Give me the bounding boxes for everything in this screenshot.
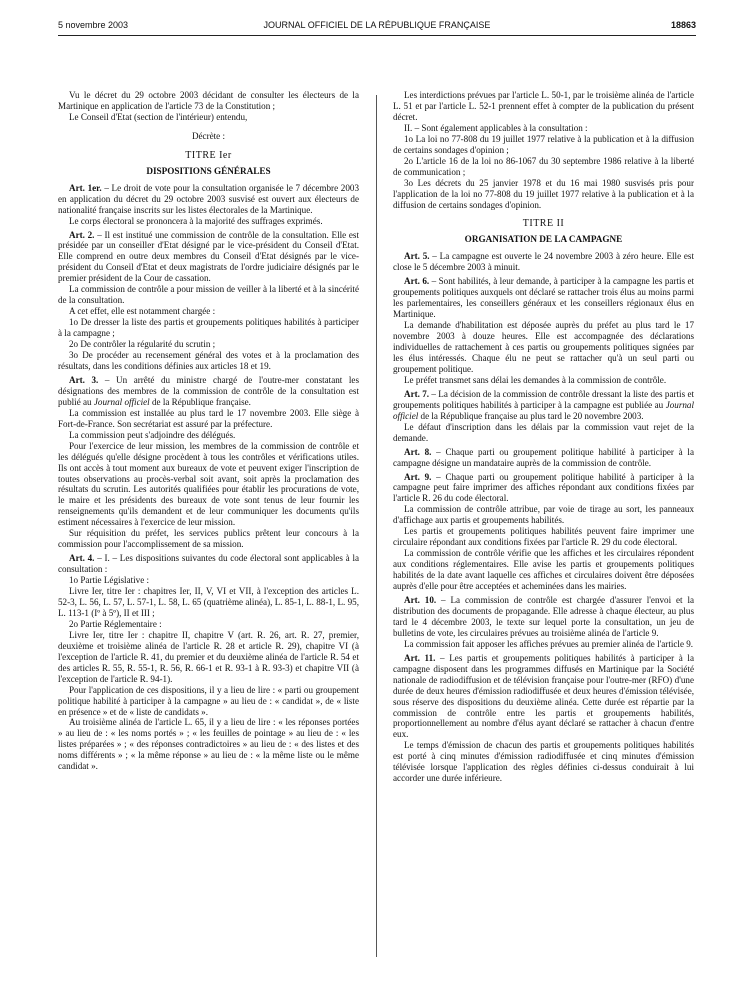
article-text: – I. – Les dispositions suivantes du code électoral sont applicables à la consultation :	[58, 553, 360, 575]
article-text: – Les partis et groupements politiques habilités à participer à la campagne disposent dans les programmes diffusés en Martinique par la Société nationale de radiodiffusion et de télévision française pour l'outre-mer (RFO) d'une durée de deux heures d'émission radiodiffusée et deux heures d'émission télévisée, sous réserve des dispositions du deuxième alinéa. Cette durée est répartie par la commission de contrôle entre les partis et groupements habilités, proportionnellement au nombre d'élus ayant déclaré se rattacher à chacun d'entre eux.	[393, 652, 694, 740]
paragraph: La commission de contrôle a pour mission de veiller à la liberté et à la sincérité de la consultation.	[58, 284, 359, 306]
column-divider	[376, 95, 377, 957]
article-label: Art. 4.	[69, 553, 95, 564]
paragraph: La commission de contrôle vérifie que les affiches et les circulaires répondent aux conditions réglementaires. Elle avise les partis et groupements politiques habilités de la date avant laquelle ces affiches et circulaires doivent être déposées auprès d'elle pour être acceptées et acheminées dans les mairies.	[393, 548, 694, 592]
titre-2-heading: ORGANISATION DE LA CAMPAGNE	[464, 234, 623, 245]
paragraph: Livre Ier, titre Ier : chapitres Ier, II, V, VI et VII, à l'exception des articles L. 52-3, L. 56, L. 57, L. 57-1, L. 58, L. 65 (quatrième alinéa), L. 85-1, L. 88-1, L. 95, L. 113-1 (Iº à 5º), II et III ;	[58, 586, 359, 618]
article-label: Art. 6.	[404, 276, 430, 287]
article-text: – Il est institué une commission de contrôle de la consultation. Elle est présidée par un conseiller d'Etat désigné par le vice-président du Conseil d'Etat. Elle comprend en outre deux membres du Conseil d'Etat désignés par le vice-président du Conseil d'Etat et deux magistrats de l'ordre judiciaire désignés par le premier président de la Cour de cassation.	[58, 229, 360, 284]
paragraph: Le préfet transmet sans délai les demandes à la commission de contrôle.	[404, 374, 667, 385]
header-page-number: 18863	[670, 20, 696, 30]
paragraph: La commission peut s'adjoindre des délégués.	[69, 429, 236, 440]
paragraph: Le corps électoral se prononcera à la majorité des suffrages exprimés.	[69, 215, 323, 226]
article-text: de la République française au plus tard le 20 novembre 2003.	[418, 410, 644, 421]
article-text: – Chaque parti ou groupement politique habilité à participer à la campagne peut faire imprimer des affiches répondant aux conditions fixées par l'article R. 26 du code électoral.	[393, 471, 694, 504]
paragraph: La demande d'habilitation est déposée auprès du préfet au plus tard le 17 novembre 2003 à douze heures. Elle est accompagnée des déclarations individuelles de rattachement à ces partis ou groupements politiques signées par les élus intéressés. Chaque élu ne peut se rattacher qu'à un seul parti ou groupement politique.	[393, 320, 694, 374]
list-item: 3o Les décrets du 25 janvier 1978 et du 16 mai 1980 susvisés pris pour l'application de la loi no 77-808 du 19 juillet 1977 relative à la publication et à la diffusion de certains sondages d'opinion.	[393, 177, 694, 210]
paragraph: La commission fait apposer les affiches prévues au premier alinéa de l'article 9.	[404, 638, 694, 649]
list-item: 1o De dresser la liste des partis et groupements politiques habilités à participer à la campagne ;	[58, 317, 359, 339]
left-column	[58, 90, 359, 772]
article-9	[393, 472, 694, 505]
header-date: 5 novembre 2003	[58, 20, 129, 30]
titre-1-title: TITRE Ier	[185, 149, 232, 161]
paragraph: Les interdictions prévues par l'article L. 50-1, par le troisième alinéa de l'article L. 51 et par l'article L. 52-1 prennent effet à compter de la publication du présent décret.	[393, 90, 694, 122]
article-5	[393, 251, 694, 273]
titre-1-heading: DISPOSITIONS GÉNÉRALES	[146, 165, 271, 176]
right-column	[393, 90, 694, 784]
paragraph: Au troisième alinéa de l'article L. 65, il y a lieu de lire : « les réponses portées » au lieu de : « les noms portés » ; « les feuilles de pointage » au lieu de : « les listes préparées » ; « des réponses contradictoires » au lieu de : « des listes et des noms différents » ; « la même réponse » au lieu de : « la même liste ou le même candidat ».	[58, 717, 359, 772]
article-label: Art. 10.	[404, 594, 437, 605]
paragraph: Le défaut d'inscription dans les délais par la commission vaut rejet de la demande.	[393, 421, 694, 443]
list-item: 1o Partie Législative :	[69, 575, 150, 586]
article-label: Art. 3.	[69, 374, 99, 385]
list-item: 2o Partie Réglementaire :	[69, 618, 162, 629]
article-text: – La décision de la commission de contrôle dressant la liste des partis et groupements politiques habilités à participer à la campagne est publiée au	[393, 388, 695, 410]
paragraph: La commission de contrôle attribue, par voie de tirage au sort, les panneaux d'affichage aux partis et groupements habilités.	[393, 504, 694, 526]
paragraph: Pour l'exercice de leur mission, les membres de la commission de contrôle et les délégués qu'elle désigne procèdent à tous les contrôles et vérifications utiles. Ils ont accès à tout moment aux bureaux de vote et peuvent exiger l'inscription de toutes observations au procès-verbal soit avant, soit après la proclamation des résultats du scrutin. Les autorités qualifiées pour établir les procurations de vote, le maire et les présidents des bureaux de vote sont tenus de leur fournir les renseignements qu'ils demandent et de leur communiquer les documents qu'ils estiment nécessaires à l'exercice de leur mission.	[58, 440, 359, 528]
article-text: – La campagne est ouverte le 24 novembre 2003 à zéro heure. Elle est close le 5 décembre 2003 à minuit.	[393, 251, 694, 273]
article-text: – Sont habilités, à leur demande, à participer à la campagne les partis et groupements politiques auxquels ont déclaré se rattacher trois élus au moins parmi les parlementaires, les conseillers généraux et les conseillers régionaux élus en Martinique.	[393, 276, 695, 320]
paragraph: Livre Ier, titre Ier : chapitre II, chapitre V (art. R. 26, art. R. 27, premier, deuxième et troisième alinéa de l'article R. 28 et article R. 29), chapitre VI (à l'exception de l'article R. 41, du premier et du deuxième alinéa de l'article R. 54 et des articles R. 55, R. 55-1, R. 56, R. 66-1 et R. 93-1 à R. 93-3) et chapitre VII (à l'exception de l'article R. 94-1).	[58, 629, 359, 684]
titre-2-title: TITRE II	[522, 218, 565, 230]
header-rule	[58, 35, 696, 36]
paragraph: La commission est installée au plus tard le 17 novembre 2003. Elle siège à Fort-de-France. Son secrétariat est assuré par la préfecture.	[58, 407, 359, 429]
article-text: – Le droit de vote pour la consultation organisée le 7 décembre 2003 en application du décret du 29 octobre 2003 susvisé est ouvert aux électeurs de nationalité française inscrits sur les listes électorales de la Martinique.	[58, 182, 359, 215]
article-6	[393, 276, 694, 320]
article-11	[393, 653, 694, 741]
article-1	[58, 183, 359, 216]
article-label: Art. 1er.	[69, 182, 102, 193]
paragraph: II. – Sont également applicables à la consultation :	[404, 122, 588, 133]
article-label: Art. 8.	[404, 446, 432, 457]
paragraph: Le Conseil d'Etat (section de l'intérieur) entendu,	[69, 111, 248, 122]
article-3	[58, 375, 359, 408]
paragraph: A cet effet, elle est notamment chargée :	[69, 306, 216, 317]
article-text: – Un arrêté du ministre chargé de l'outre-mer constatant les désignations des membres de la commission de contrôle de la consultation est publié au	[58, 374, 360, 407]
page-header	[58, 20, 696, 34]
article-4	[58, 553, 359, 575]
journal-reference: Journal officiel	[93, 396, 150, 407]
article-label: Art. 5.	[404, 251, 430, 262]
journal-reference: Journal officiel	[393, 399, 694, 421]
header-journal-title: JOURNAL OFFICIEL DE LA RÉPUBLIQUE FRANÇAISE	[263, 20, 491, 30]
article-10	[393, 595, 694, 639]
article-label: Art. 2.	[69, 229, 95, 240]
article-7	[393, 389, 694, 422]
article-label: Art. 7.	[404, 388, 430, 399]
article-text: – La commission de contrôle est chargée d'assurer l'envoi et la distribution des documents de propagande. Elle adresse à chaque électeur, au plus tard le 4 décembre 2003, le texte sur lequel porte la consultation, un jeu de bulletins de vote, les circulaires prévues au troisième alinéa de l'article 9.	[393, 594, 695, 638]
article-label: Art. 11.	[404, 652, 436, 663]
article-8	[393, 447, 694, 469]
paragraph: Sur réquisition du préfet, les services publics prêtent leur concours à la commission pour l'accomplissement de sa mission.	[58, 528, 359, 550]
article-text: de la République française.	[149, 396, 251, 407]
list-item: 2o L'article 16 de la loi no 86-1067 du 30 septembre 1986 relative à la liberté de communication ;	[393, 155, 694, 177]
paragraph: Vu le décret du 29 octobre 2003 décidant de consulter les électeurs de la Martinique en application de l'article 73 de la Constitution ;	[58, 90, 359, 111]
decrete-label: Décrète :	[191, 130, 226, 141]
list-item: 2o De contrôler la régularité du scrutin ;	[69, 339, 216, 350]
article-label: Art. 9.	[404, 471, 432, 482]
paragraph: Pour l'application de ces dispositions, il y a lieu de lire : « parti ou groupement politique habilité à participer à la campagne » au lieu de : « candidat », de « liste en présence » et de « liste de candidats ».	[58, 684, 359, 717]
paragraph: Les partis et groupements politiques habilités peuvent faire imprimer une circulaire répondant aux conditions fixées par l'article R. 29 du code électoral.	[393, 526, 694, 548]
article-text: – Chaque parti ou groupement politique habilité à participer à la campagne désigne un mandataire auprès de la commission de contrôle.	[393, 446, 694, 468]
paragraph: Le temps d'émission de chacun des partis et groupements politiques habilités est porté à cinq minutes d'émission radiodiffusée et cinq minutes d'émission télévisée lorsque l'application des règles définies ci-dessus conduirait à lui accorder une durée inférieure.	[393, 740, 694, 784]
article-2	[58, 230, 359, 285]
list-item: 3o De procéder au recensement général des votes et à la proclamation des résultats, dans les conditions définies aux articles 18 et 19.	[58, 350, 359, 371]
list-item: 1o La loi no 77-808 du 19 juillet 1977 relative à la publication et à la diffusion de certains sondages d'opinion ;	[393, 133, 694, 155]
